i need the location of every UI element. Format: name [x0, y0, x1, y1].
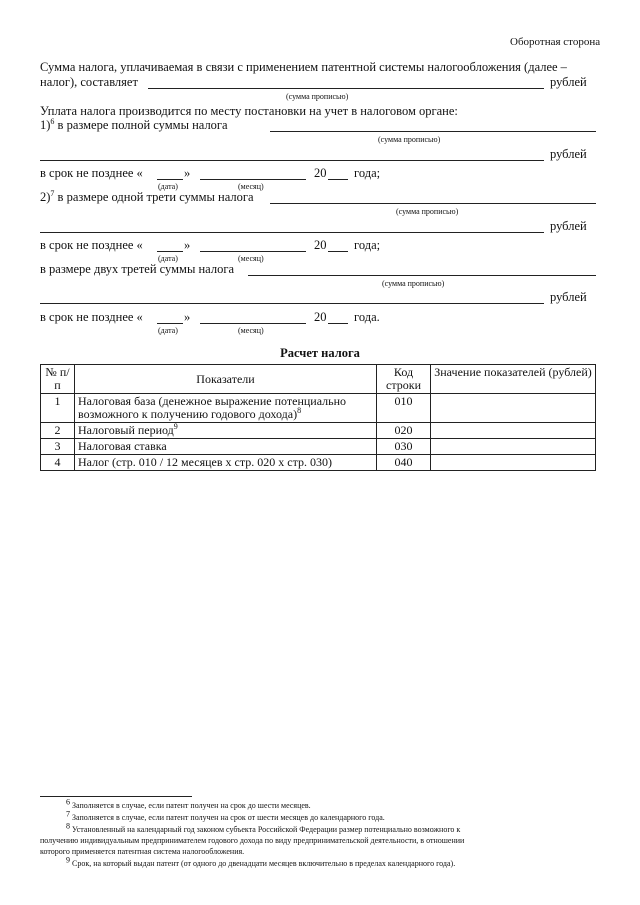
option1-amount-field-2[interactable] — [40, 160, 544, 161]
row-code: 020 — [377, 423, 431, 439]
table-row — [41, 394, 596, 423]
footnote-divider — [40, 796, 192, 797]
option3-deadline: в срок не позднее « — [40, 310, 143, 324]
row-indicator: Налоговая ставка — [75, 439, 377, 455]
header-value: Значение показателей (рублей) — [431, 365, 596, 394]
option3-amount-field-2[interactable] — [40, 303, 544, 304]
option2-label: 2)$^7$ в размере одной трети суммы налога — [40, 188, 254, 204]
intro-rub: рублей — [550, 75, 587, 89]
intro-line-1: Сумма налога, уплачиваемая в связи с применением патентной системы налогообложения (далее – — [40, 60, 567, 74]
option1-label: 1)$^6$ в размере полной суммы налога — [40, 116, 228, 132]
option2-caption-month: (месяц) — [238, 254, 264, 263]
row-value[interactable] — [431, 439, 596, 455]
table-row — [41, 455, 596, 471]
table-row — [41, 423, 596, 439]
row-code: 010 — [377, 394, 431, 423]
option3-year-suffix: года. — [354, 310, 380, 324]
option2-amount-field[interactable] — [270, 203, 596, 204]
footnote-8-line-1: $^8$ Установленный на календарный год законом субъекта Российской Федерации размер потенциально возможного к — [66, 821, 461, 834]
option2-caption-date: (дата) — [158, 254, 178, 263]
table-header-row — [41, 365, 596, 394]
place-text: Уплата налога производится по месту постановки на учет в налоговом органе: — [40, 104, 458, 118]
row-code: 030 — [377, 439, 431, 455]
footnote-9: $^9$ Срок, на который выдан патент (от одного до двенадцати месяцев включительно в пределах календарного года). — [66, 855, 456, 868]
option1-year-field[interactable] — [328, 179, 348, 180]
intro-line-2: налог), составляет — [40, 75, 138, 89]
row-value[interactable] — [431, 394, 596, 423]
header-num: № п/п — [41, 365, 75, 394]
option2-deadline: в срок не позднее « — [40, 238, 143, 252]
option3-caption-month: (месяц) — [238, 326, 264, 335]
option3-quote: » — [184, 310, 191, 324]
row-indicator: Налоговый период$^9$ — [75, 423, 377, 439]
option3-caption-date: (дата) — [158, 326, 178, 335]
tax-amount-field[interactable] — [148, 88, 544, 89]
option2-date-field[interactable] — [157, 251, 183, 252]
option3-label: в размере двух третей суммы налога — [40, 262, 234, 276]
footnote-8-line-3: которого применяется патентная система налогообложения. — [40, 847, 245, 856]
header-indicator: Показатели — [75, 365, 377, 394]
option1-caption-date: (дата) — [158, 182, 178, 191]
option1-caption-month: (месяц) — [238, 182, 264, 191]
row-num: 2 — [41, 423, 75, 439]
option1-quote: » — [184, 166, 191, 180]
option3-date-field[interactable] — [157, 323, 183, 324]
footnote-7: $^7$ Заполняется в случае, если патент получен на срок от шести месяцев до календарного года. — [66, 809, 385, 822]
option1-year-suffix: года; — [354, 166, 381, 180]
option2-year-prefix: 20 — [314, 238, 327, 252]
option3-year-field[interactable] — [328, 323, 348, 324]
row-code: 040 — [377, 455, 431, 471]
option1-caption-amount: (сумма прописью) — [378, 135, 441, 144]
option3-caption-amount: (сумма прописью) — [382, 279, 445, 288]
option1-amount-field[interactable] — [270, 131, 596, 132]
option1-deadline: в срок не позднее « — [40, 166, 143, 180]
option3-year-prefix: 20 — [314, 310, 327, 324]
option2-year-suffix: года; — [354, 238, 381, 252]
option2-amount-field-2[interactable] — [40, 232, 544, 233]
option1-year-prefix: 20 — [314, 166, 327, 180]
option3-rub: рублей — [550, 290, 587, 304]
footnote-8-line-2: получению индивидуальным предпринимателем годового дохода по виду предпринимательской деятельности, в отношении — [40, 836, 465, 845]
option3-amount-field[interactable] — [248, 275, 596, 276]
side-label: Оборотная сторона — [510, 36, 601, 48]
row-indicator: Налог (стр. 010 / 12 месяцев х стр. 020 х стр. 030) — [75, 455, 377, 471]
row-num: 3 — [41, 439, 75, 455]
option2-month-field[interactable] — [200, 251, 306, 252]
option2-year-field[interactable] — [328, 251, 348, 252]
header-code: Код строки — [377, 365, 431, 394]
row-num: 4 — [41, 455, 75, 471]
option2-rub: рублей — [550, 219, 587, 233]
footnote-6: $^6$ Заполняется в случае, если патент получен на срок до шести месяцев. — [66, 797, 311, 810]
option3-month-field[interactable] — [200, 323, 306, 324]
row-value[interactable] — [431, 423, 596, 439]
caption-amount: (сумма прописью) — [286, 92, 349, 101]
table-title: Расчет налога — [280, 346, 360, 360]
option1-date-field[interactable] — [157, 179, 183, 180]
row-num: 1 — [41, 394, 75, 423]
option1-month-field[interactable] — [200, 179, 306, 180]
option1-rub: рублей — [550, 147, 587, 161]
option2-caption-amount: (сумма прописью) — [396, 207, 459, 216]
row-value[interactable] — [431, 455, 596, 471]
option2-quote: » — [184, 238, 191, 252]
row-indicator: Налоговая база (денежное выражение потенциально возможного к получению годового дохода)$^8$ — [75, 394, 377, 423]
table-row — [41, 439, 596, 455]
tax-calculation-table — [40, 364, 596, 471]
